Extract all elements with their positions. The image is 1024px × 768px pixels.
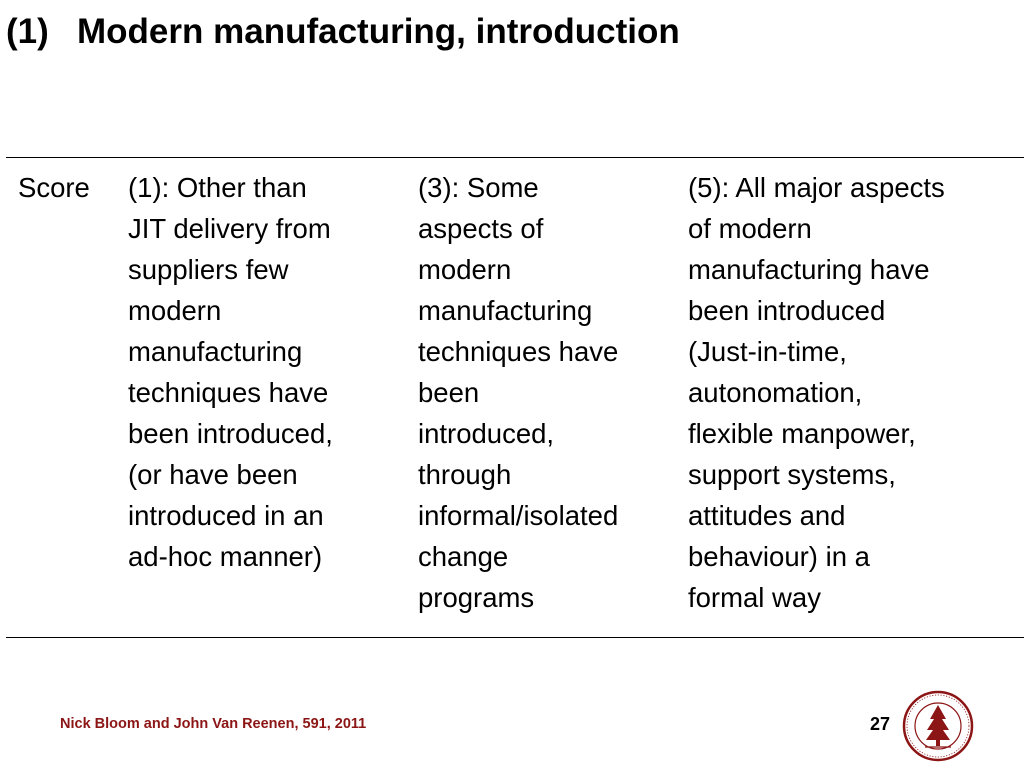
cell-line: behaviour) in a xyxy=(688,541,870,572)
cell-line: flexible manpower, xyxy=(688,418,916,449)
cell-line: JIT delivery from xyxy=(128,213,331,244)
cell-line: been xyxy=(418,377,480,408)
cell-line: (5): All major aspects xyxy=(688,172,945,203)
cell-line: autonomation, xyxy=(688,377,863,408)
cell-line: (Just-in-time, xyxy=(688,336,847,367)
cell-line: manufacturing xyxy=(128,336,303,367)
cell-line: informal/isolated xyxy=(418,500,619,531)
title-text: Modern manufacturing, introduction xyxy=(77,12,680,51)
score-3-cell xyxy=(418,167,618,618)
cell-line: techniques have xyxy=(418,336,619,367)
cell-line: techniques have xyxy=(128,377,329,408)
cell-line: introduced in an xyxy=(128,500,324,531)
footer-author: Nick Bloom and John Van Reenen, 591, 2011 xyxy=(60,716,367,732)
cell-line: change xyxy=(418,541,509,572)
cell-line: ad-hoc manner) xyxy=(128,541,323,572)
score-table xyxy=(0,167,1024,627)
cell-line: suppliers few xyxy=(128,254,289,285)
score-label: Score xyxy=(18,172,90,203)
university-seal-icon xyxy=(902,690,974,762)
cell-line: modern xyxy=(418,254,512,285)
cell-line: formal way xyxy=(688,582,821,613)
title-number: (1) xyxy=(6,12,49,51)
page-number: 27 xyxy=(870,714,891,734)
score-label-cell xyxy=(18,167,90,208)
cell-line: been introduced, xyxy=(128,418,333,449)
cell-line: programs xyxy=(418,582,535,613)
cell-line: aspects of xyxy=(418,213,544,244)
cell-line: through xyxy=(418,459,512,490)
slide-title xyxy=(6,10,680,54)
score-1-cell xyxy=(128,167,333,577)
cell-line: of modern xyxy=(688,213,812,244)
cell-line: modern xyxy=(128,295,222,326)
cell-line: attitudes and xyxy=(688,500,846,531)
cell-line: manufacturing xyxy=(418,295,593,326)
cell-line: (or have been xyxy=(128,459,298,490)
table-top-rule xyxy=(6,157,1024,158)
cell-line: manufacturing have xyxy=(688,254,930,285)
cell-line: introduced, xyxy=(418,418,555,449)
cell-line: (1): Other than xyxy=(128,172,307,203)
cell-line: been introduced xyxy=(688,295,886,326)
table-bottom-rule xyxy=(6,637,1024,638)
cell-line: support systems, xyxy=(688,459,896,490)
score-5-cell xyxy=(688,167,945,618)
cell-line: (3): Some xyxy=(418,172,539,203)
